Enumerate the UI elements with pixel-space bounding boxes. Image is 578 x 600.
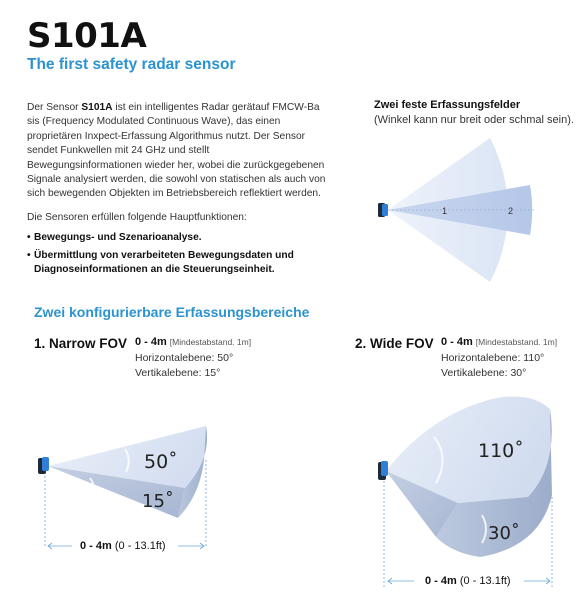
narrow-fov-diagram [30, 400, 230, 560]
detection-fields-diagram [370, 140, 560, 280]
narrow-distance-m: 0 - 4m [80, 540, 112, 552]
field-label-1: 1 [442, 206, 448, 216]
narrow-fov-range [135, 336, 251, 348]
functions-list [27, 231, 337, 281]
page-title: S101A [27, 16, 147, 56]
intro-product: S101A [81, 102, 113, 113]
narrow-horizontal: Horizontalebene: 50° [135, 352, 234, 364]
narrow-distance-label [80, 540, 166, 552]
intro-pre: Der Sensor [27, 102, 82, 113]
fields-title: Zwei feste Erfassungsfelder [374, 99, 521, 111]
fields-subtitle: (Winkel kann nur breit oder schmal sein). [374, 114, 574, 126]
wide-fov-range [441, 336, 557, 348]
intro-paragraph [27, 101, 327, 202]
narrow-angle-h: 50˚ [144, 451, 178, 473]
wide-angle-h: 110˚ [478, 440, 524, 462]
intro-post: ist ein intelligentes Radar gerätauf FMCW-Ba sis (Frequency Modulated Continuous Wave), das einen proprietären Inxpect-Erfassung Algorithmus nutzt. Der Sensor sendet Funkwellen mit 24 GHz und stellt Bewegungsinformationen wieder her, wobei die zurückgegebenen Signale analysiert werden, die sowohl von statischen als auch von sich bewegenden Objekten im Betriebsbereich reflektiert werden. [27, 102, 326, 200]
wide-range-value: 0 - 4m [441, 336, 473, 348]
sensor-icon [38, 457, 49, 474]
narrow-range-value: 0 - 4m [135, 336, 167, 348]
wide-angle-v: 30˚ [488, 523, 520, 544]
narrow-fov-title: 1. Narrow FOV [34, 336, 128, 351]
wide-horizontal: Horizontalebene: 110° [441, 352, 545, 364]
narrow-vertical: Vertikalebene: 15° [135, 367, 221, 379]
field-label-2: 2 [508, 206, 514, 216]
sensor-icon [378, 203, 388, 217]
wide-fov-diagram [370, 385, 570, 590]
wide-vertical: Vertikalebene: 30° [441, 367, 527, 379]
functions-intro: Die Sensoren erfüllen folgende Hauptfunktionen: [27, 212, 247, 223]
wide-min-distance: [Mindestabstand. 1m] [475, 337, 558, 347]
wide-distance-label [425, 575, 511, 587]
section-title: Zwei konfigurierbare Erfassungsbereiche [34, 304, 310, 320]
wide-distance-ft: (0 - 13.1ft) [456, 575, 511, 587]
narrow-distance-ft: (0 - 13.1ft) [111, 540, 166, 552]
function-item: • Übermittlung von verarbeiteten Bewegungsdaten und Diagnoseinformationen an die Steuerungseinheit. [27, 249, 337, 276]
sensor-icon [378, 461, 388, 480]
wide-distance-m: 0 - 4m [425, 575, 457, 587]
wide-fov-title: 2. Wide FOV [355, 336, 434, 351]
narrow-min-distance: [Mindestabstand. 1m] [169, 337, 252, 347]
page-subtitle: The first safety radar sensor [27, 56, 236, 73]
function-item: • Bewegungs- und Szenarioanalyse. [27, 231, 337, 244]
narrow-angle-v: 15˚ [142, 491, 174, 512]
